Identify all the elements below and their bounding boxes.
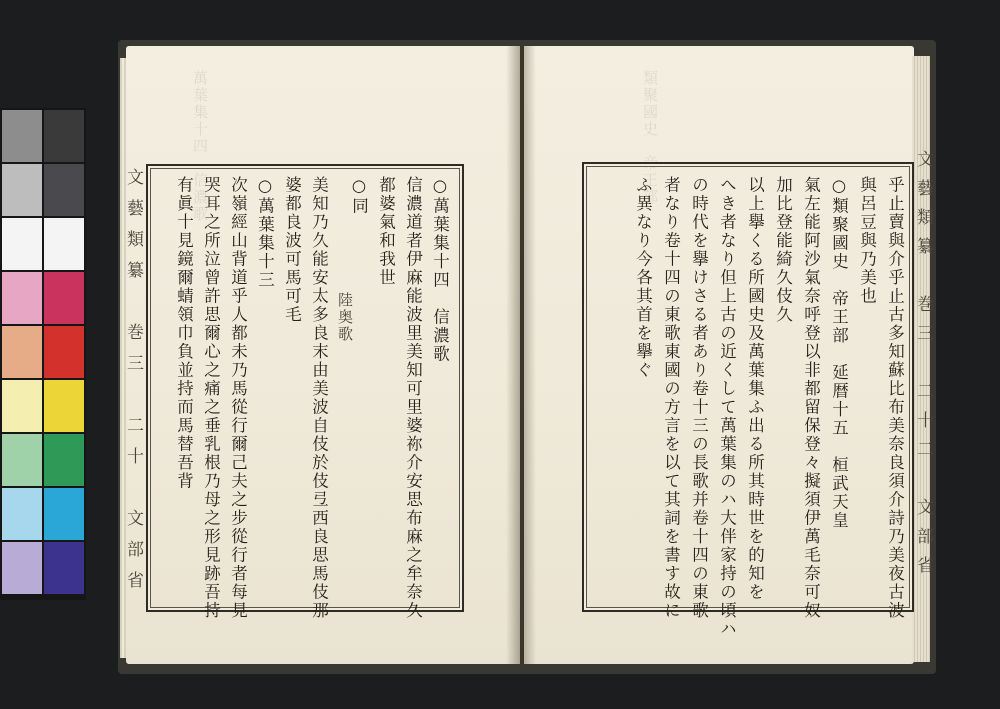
right-column-2: 與呂豆與乃美也 — [857, 176, 877, 306]
color-patch — [44, 434, 84, 486]
left-center-heading: 陸奥歌 — [336, 292, 354, 343]
bleed-through-text: 萬葉集十四 信濃歌 — [191, 70, 209, 223]
left-column-6: 婆都良波可馬可毛 — [282, 176, 302, 324]
color-patch — [44, 326, 84, 378]
left-column-9: 哭耳之所泣曾許思爾心之痛之垂乳根乃母之形見跡吾持 — [201, 176, 221, 620]
color-patch — [2, 326, 42, 378]
color-patch — [2, 218, 42, 270]
right-column-1: 乎止賣與介乎止古多知蘇比布美奈良須介詩乃美夜古波 — [885, 176, 905, 620]
right-margin-title: 文藝類纂 巻三 二十二 文部省 — [913, 150, 933, 585]
right-column-5: 加比登能綺久伎久 — [773, 176, 793, 324]
color-patch — [2, 272, 42, 324]
right-column-9: 者なり卷十四の東歌東國の方言を以て其詞を書す故に — [661, 176, 681, 620]
left-column-10: 有眞十見鏡爾蜻領巾負並持而馬替吾背 — [174, 176, 194, 491]
right-column-8: の時代を擧けさる者あり卷十三の長歌并卷十四の東歌 — [689, 176, 709, 620]
right-column-10: ふ異なり今各其首を擧ぐ — [633, 176, 653, 380]
color-patch — [44, 542, 84, 594]
left-column-4: ○同 — [349, 176, 369, 216]
left-margin-title: 文藝類纂 巻三 二十 文部省 — [123, 168, 143, 602]
color-patch — [44, 272, 84, 324]
color-patch — [2, 110, 42, 162]
color-patch — [44, 488, 84, 540]
left-column-7: ○萬葉集十三 — [255, 176, 275, 290]
left-column-1: ○萬葉集十四 信濃歌 — [430, 176, 450, 364]
color-patch — [2, 164, 42, 216]
left-column-2: 信濃道者伊麻能波里美知可里婆祢介安思布麻之牟奈久 — [403, 176, 423, 620]
bleed-through-text: 類聚國史 帝王部 — [641, 70, 659, 206]
color-patch — [2, 542, 42, 594]
book-gutter — [506, 46, 536, 664]
right-column-4: 氣左能阿沙氣奈呼登以非都留保登々擬須伊萬毛奈可奴 — [801, 176, 821, 620]
color-patch — [44, 380, 84, 432]
right-column-7: へき者なり但上古の近くして萬葉集のハ大伴家持の頃ハ — [717, 176, 737, 639]
color-patch — [44, 164, 84, 216]
color-patch — [2, 380, 42, 432]
right-column-6: 以上擧くる所國史及萬葉集ふ出る所其時世を的知を — [745, 176, 765, 602]
right-column-3: ○類聚國史 帝王部 延暦十五 桓武天皇 — [829, 176, 849, 530]
color-patch — [44, 110, 84, 162]
left-column-8: 次嶺經山背道乎人都未乃馬從行爾己夫之步從行者每見 — [228, 176, 248, 620]
color-checker-strip — [0, 108, 86, 600]
left-column-3: 都婆氣和我世 — [376, 176, 396, 287]
color-patch — [2, 434, 42, 486]
color-patch — [2, 488, 42, 540]
left-column-5: 美知乃久能安太多良末由美波自伎於伎弖西良思馬伎那 — [309, 176, 329, 620]
color-patch — [44, 218, 84, 270]
